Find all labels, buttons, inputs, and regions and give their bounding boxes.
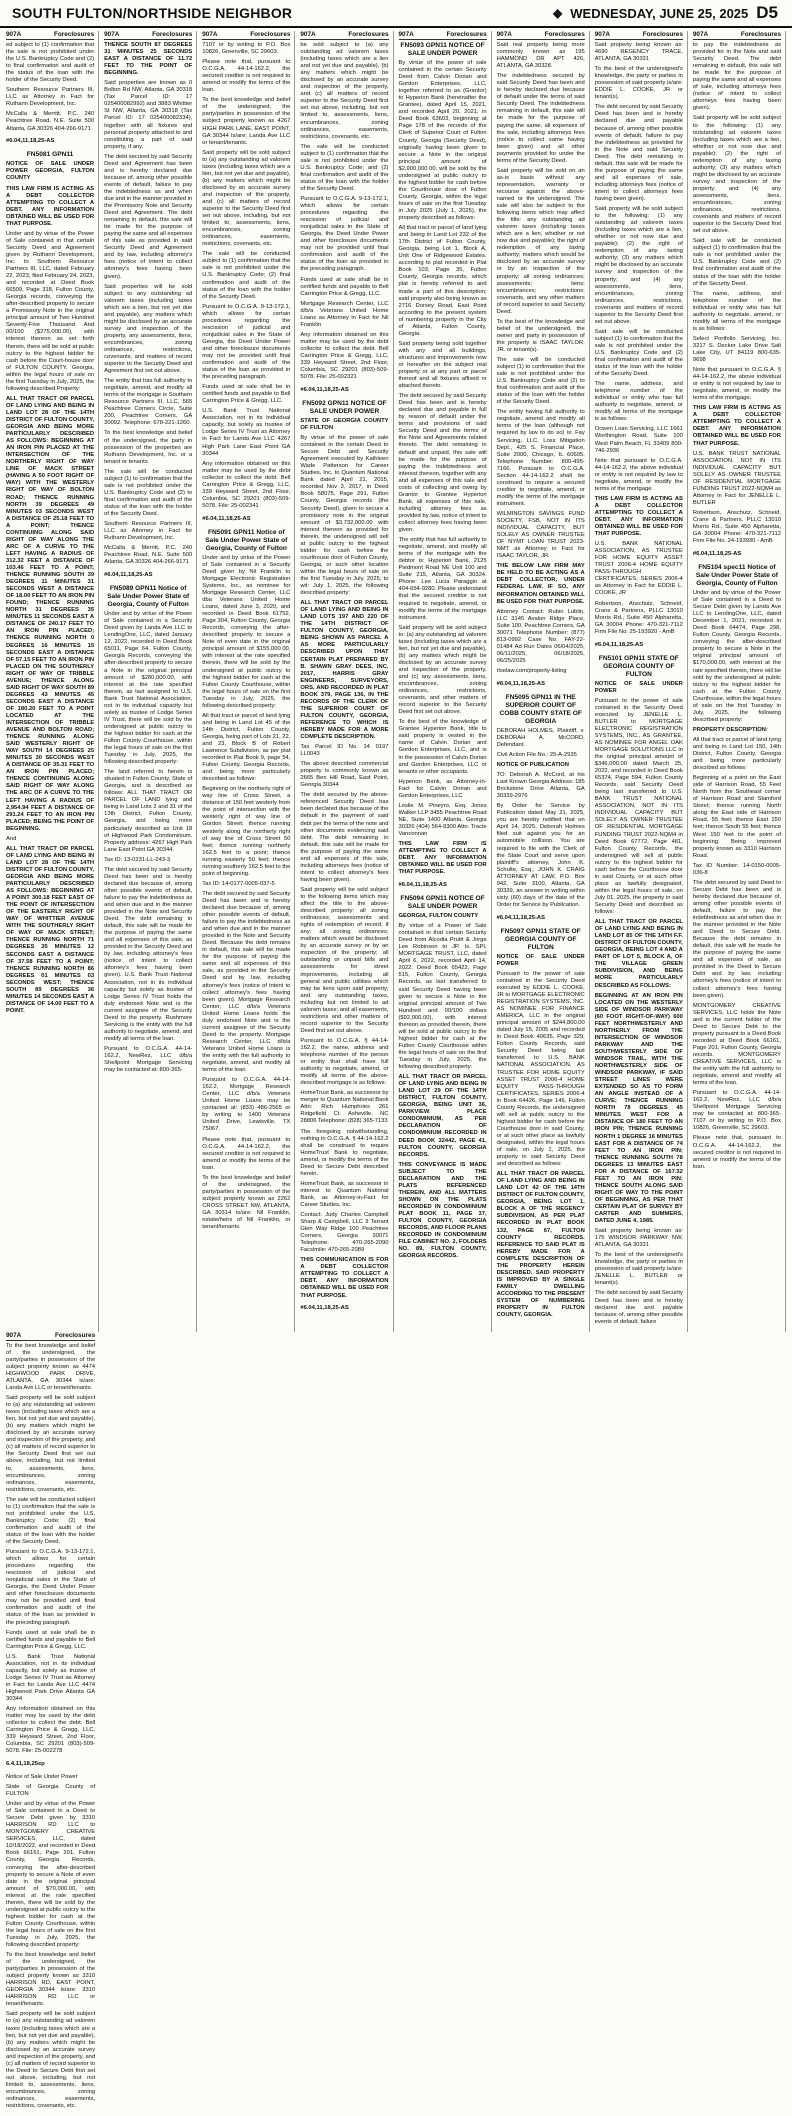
notice-paragraph: Civil Action File No.: 25-A-2935 <box>496 751 577 758</box>
classified-category: Foreclosures <box>54 1331 96 1339</box>
notice-paragraph: Any information obtained on this matter may be used by the debt collector to collect the debt. Bell Carrington Price & Gregg, LLC, 339 Heyward Street, 2nd Floor, Columbia, SC 29201 (803)-509-5078. File: 25-002278 <box>6 1706 96 1755</box>
notice-paragraph: Notice of Sale Under Power <box>6 1773 78 1780</box>
notice-paragraph: Said property will be sold subject to: (a) any outstanding ad valorem taxes (including taxes which are a lien, but not yet due and payable), (b) any matters which might be disclosed by an accurate survey and inspection of the property, and (c) any assessments, liens, encumbrances, zoning ordinances, restrictions, covenants, and other matters of record superior to the Security Deed first set out above. <box>398 624 487 716</box>
notice-paragraph: The debt secured by the above-referenced Security Deed has been declared due because of the default in the payment of said debt per the terms of the note and other documents evidencing said debt. The debt remaining in default, this sale will be made for the purpose of paying the same and all expenses of this sale, including attorneys fees (notice of intent to collect attorney's fees having been given). <box>300 792 389 883</box>
notice-paragraph: THIS LAW FIRM IS ACTING AS A DEBT COLLECTOR ATTEMPTING TO COLLECT A DEBT. ANY INFORMATION OBTAINED WILL BE USED FOR THAT PURPOSE. <box>594 495 683 538</box>
notice-column <box>6 1332 99 2116</box>
notice-paragraph: ALL THAT TRACT OR PARCEL OF LAND LYING AND BEING IN LAND LOT 42 OF THE 14TH DISTRICT OF FULTON COUNTY, GEORGIA, BEING LOT 1, BLOCK A OF THE REGENCY SUBDIVISION, AS PER PLAT RECORDED IN PLAT BOOK 132, PAGE 67, FULTON COUNTY RECORDS. REFERENCE TO SAID PLAT IS HEREBY MADE FOR A COMPLETE DESCRIPTION OF THE PROPERTY HEREIN DESCRIBED. SAID PROPERTY IS IMPROVED BY A SINGLE FAMILY DWELLING ACCORDING TO THE PRESENT SYSTEM OF NUMBERING PROPERTY IN FULTON COUNTY, GEORGIA. <box>496 1171 585 1319</box>
notice-paragraph: Southern Resource Partners III, LLC as Attorney in Fact for Ruthann Development, Inc. <box>104 521 193 542</box>
notice-paragraph: To the best knowledge and belief of the undersigned, the party/parties in possession of the subject property known as 4474 HIGHWOOD PARK DRIVE, ATLANTA, GA 30344 is/are: Landa Ave LLC or tenant/tenants. <box>6 1342 96 1391</box>
classified-category: Foreclosures <box>446 31 487 38</box>
page-number: D5 <box>756 3 778 22</box>
notice-paragraph: Said property being known as: 175 WINDSOR PARKWAY NW, ATLANTA, GA 30331 <box>594 1228 683 1249</box>
column-header <box>497 31 585 40</box>
notice-paragraph: The debt secured by said Security Deed has been and is hereby declared due and payable because of, among other possible events of default, failure <box>594 1290 683 1325</box>
notice-paragraph: Pursuant to O.C.G.A. 44-14-162.2, NewRez, LLC d/b/a Shellpoint Mortgage Servicing may be contacted at: 800-365- <box>104 1045 193 1074</box>
legal-notice <box>595 42 683 649</box>
notice-paragraph: To the best of the knowledge of Grantee Hyperion Bank, title to said property is vested in the name of Calvin Dorian and Gordon Enterprises, LLC, and is in the possession of Calvin Dorian and Gordon Enterprises, LLC or tenants or other occupants. <box>398 719 487 775</box>
notice-paragraph: Robertson, Anschutz, Schneid, Crane & Partners, PLLC 13010 Morris Rd., Suite 450 Alpharetta, GA 30004 Phone: 470-321-7112 Firm File No. 24-193930 - AmB <box>692 509 781 545</box>
notice-paragraph: The entity that has full authority to negotiate, amend, and modify all terms of the mortgage is Southern Resource Partners III, LLC, 565 Peachtree Corners Circle, Suite 200, Peachtree Corners, GA 30092. Telephone: 678-221-1260. <box>104 378 193 427</box>
notice-paragraph: Said property will be sold subject to (a) any outstanding ad valorem taxes (including taxes which are a lien, but not yet due and payable), (b) any matters which might be disclosed by an accurate survey and inspection of the property, and (c) all matters of record superior to the Deed to Secure Debt first set out above, including, but not limited to, assessments, liens, encumbrances, zoning ordinances, easements, restrictions, covenants, etc. <box>6 2011 96 2110</box>
page-masthead <box>0 0 792 28</box>
legal-notice <box>104 42 192 579</box>
notice-paragraph: MONTGOMERY CREATIVE SERVICES, LLC holds the Note and is the current holder of the Deed to Secure Debt to the property pursuant to a Deed Book recorded at Deed Book 66161, Page 201, Fulton County, Georgia records. MONTGOMERY CREATIVE SERVICES, LLC is the entity with the full authority to negotiate, amend and modify all terms of the loan. <box>692 1002 781 1087</box>
notice-paragraph: WILMINGTON SAVINGS FUND SOCIETY, FSB, NOT IN ITS INDIVIDUAL CAPACITY, BUT SOLELY AS OWNER TRUSTEE OF NYMT LOAN TRUST 2023-NMT as Attorney in Fact for ISAAC TAYLOR, JR. <box>496 511 585 560</box>
legal-notice <box>497 928 585 1319</box>
legal-notice <box>399 42 487 889</box>
notice-paragraph: THIS COMMUNICATION IS FOR A DEBT COLLECTOR ATTEMPTING TO COLLECT A DEBT. ANY INFORMATION OBTAINED WILL BE USED FOR THAT PURPOSE. <box>300 1257 389 1299</box>
diamond-icon: ◆ <box>553 6 563 20</box>
notice-reference: #6.04,11,18,25-AS <box>496 914 545 921</box>
notice-paragraph: Under and by virtue of the Power of Sale contained in that certain Security Deed and Agreement given by Ruthann Development, Inc. to Southern Resource Partners III, LLC, dated February 22, 2023, filed February 24, 2023, and recorded at Deed Book 66509, Page 318, Fulton County, Georgia records, conveying the after-described property to secure a Promissory Note in the original principal amount of Two Hundred Seventy-Five Thousand And 00/100 ($275,000.00), with interest thereon as set forth therein, there will be sold at public outcry to the highest bidder for cash before the Court-house door of FULTON COUNTY, Georgia, within the legal hours of sale on the first Tuesday in July, 2025, the following described Property: <box>6 230 95 392</box>
notice-paragraph: Pursuant to O.C.G.A. 9-13-172.1, which allows for certain procedures regarding the rescission of judicial and nonjudicial sales in the State of Georgia, the Deed Under Power and other foreclosure documents may not be provided until final confirmation and audit of the status of the loan as provided in the preceding paragraph. <box>300 195 389 273</box>
notice-heading: FN5081 GPN11 <box>26 151 74 159</box>
notice-paragraph: Tax ID Number: 14-0150-0005-036-8 <box>692 862 781 876</box>
notice-paragraph: Funds used at sale shall be in certified funds and payable to Bell Carrington Price & Gregg, LLC. <box>6 1629 96 1650</box>
notice-paragraph: Please note that, pursuant to O.C.G.A. 44-14-162.2, the secured creditor is not required to amend or modify the terms of the loan. <box>202 59 291 94</box>
notice-paragraph: To the best of the knowledge and belief of the undersigned, the owner and party in possession of the property is ISAAC TAYLOR, JR. or tenant(s). <box>496 318 585 353</box>
notice-paragraph: Said properties will be sold subject to any outstanding ad valorem taxes (including taxes which are a lien, but not yet due and payable), any matters which might be disclosed by an accurate survey and inspection of the property, any assessments, liens, encumbrances, zoning ordinances, restrictions, covenants, and matters of record superior to the Security Deed and Agreement first set out above. <box>104 283 193 375</box>
notice-paragraph: To the best of the undersigned's knowledge, the party or parties in possession of said property is/are: EDDIE L. COOKE, JR or tenant(s). <box>594 66 683 101</box>
classified-code: 907A <box>692 31 709 38</box>
notice-paragraph: Attorney Contact: Rubin Lublin, LLC 3145 Avalon Ridge Place, Suite 100, Peachtree Corners, GA 30071 Telephone Number: (877) 813-0992 Case No. FAY-22-01484 Ad Run Dates 06/04/2025, 06/11/2025, 06/18/2025, 06/25/2025 <box>496 608 585 664</box>
column-header <box>202 31 290 40</box>
legal-notice <box>399 895 487 1260</box>
notice-paragraph: 7107 or by writing to P.O. Box 10826, Greenville, SC 29603. <box>202 42 291 56</box>
classified-code: 907A <box>300 31 316 38</box>
notice-paragraph: Said sale will be conducted subject (1) to confirmation that the sale is not prohibited under the U.S. Bankruptcy Code and (2) final confirmation and audit of the status of the loan with the holder of the Security Deed. <box>594 328 683 378</box>
notice-paragraph: To the best knowledge and belief of the undersigned, the party in possession of the properties are Ruthann Development, Inc. or a tenant or tenants. <box>104 430 193 465</box>
legal-notice <box>497 42 585 688</box>
notice-paragraph: The land referred to herein is situated in Fulton County, State of Georgia, and is described as follows: ALL THAT TRACT OR PARCEL OF LAND lying and being in Land Lots 2 and 31 of the 13th District, Fulton County, Georgia, and being more particularly described as Unit 18 of Highwood Park Condominium. Property address: 4267 High Park Lane East Point GA 30344. <box>104 769 193 853</box>
legal-notice <box>300 400 388 1312</box>
legal-notice <box>497 694 585 922</box>
notice-paragraph: Please note that, pursuant to O.C.G.A. 44-14-162.2, the secured creditor is not required to amend or modify the terms of the loan. <box>202 1136 291 1171</box>
notice-paragraph: The name, address, and telephone number of the individual or entity who has full authority to negotiate, amend, or modify all terms of the mortgage is as follows: <box>594 381 683 423</box>
notice-reference: #6.04,11,18,25-AS <box>300 1305 349 1312</box>
notice-paragraph: HomeTrust Bank, as successor in interest to Quantum National Bank, as Attorney-in-Fact for Career Studies, Inc. <box>300 1180 389 1208</box>
notice-paragraph: Tax ID: 14-0177-0005-037-5 <box>202 880 275 887</box>
notice-paragraph: ALL THAT TRACT OR PARCEL OF LAND LYING AND BEING IN LAND LOT 29 OF THE 14TH DISTRICT, FULTON COUNTY, GEORGIA, BEING UNIT 36, PARKVIEW PLACE CONDOMINIUM, AS PER DECLARATION OF CONDOMINIUM RECORDED IN DEED BOOK 32442, PAGE 41, FULTON COUNTY, GEORGIA RECORDS. <box>398 1074 487 1158</box>
notice-paragraph: Pursuant to O.C.G.A. 44-14-162.2, Mortgage Research Center, LLC d/b/a Veterans United Home Loans may be contacted at: (833) 486-2565 or by writing to 1400 Veterans United Drive, Lewisville, TX 75067. <box>202 1077 291 1133</box>
notice-paragraph: ALL THAT TRACT OR PARCEL OF LAND LYING AND BEING IN LAND LOT 28 OF THE 14TH DISTRICT OF FULTON COUNTY, GEORGIA AND BEING MORE PARTICULARLY DESCRIBED AS FOLLOWS: BEGINNING AT AN IRON PIN PLACED AT THE INTERSECTION OF THE NORTHERLY RIGHT OF WAY LINE OF MACK STREET (HAVING A 50 FOOT RIGHT OF WAY) WITH THE WESTERLY RIGHT OF WAY OF BOLTON ROAD; THENCE RUNNING NORTH 39 DEGREES 49 MINUTES 03 SECONDS WEST A DISTANCE OF 25.18 FEET TO A POINT; THENCE CONTINUING ALONG SAID RIGHT OF WAY ALONG THE ARC OF A CURVE TO THE LEFT HAVING A RADIUS OF 312.32 FEET A DISTANCE OF 103.46 FEET TO A POINT; THENCE RUNNING SOUTH 39 DEGREES 11 MINUTES 31 SECONDS WEST A DISTANCE OF 18.00 FEET TO AN IRON PIN FOUND; THENCE RUNNING NORTH 31 DEGREES 35 MINUTES 11 SECONDS EAST A DISTANCE OF 240.17 FEET TO AN IRON PIN PLACED; THENCE RUNNING NORTH 0 DEGREES 16 MINUTES 15 SECONDS EAST A DISTANCE OF 57.15 FEET TO AN IRON PIN PLACED ON THE SOUTHERLY RIGHT OF WAY OF TRIBBLE AVENUE; THENCE ALONG SAID RIGHT OF WAY SOUTH 89 DEGREES 43 MINUTES 45 SECONDS EAST A DISTANCE OF 180.20 FEET TO A POINT LOCATED AT THE INTERSECTION OF TRIBBLE AVENUE AND BOLTON ROAD; THENCE RUNNING ALONG SAID WESTERLY RIGHT OF WAY SOUTH 14 DEGREES 25 MINUTES 30 SECONDS WEST A DISTANCE OF 35.31 FEET TO AN IRON PIN PLACED; THENCE CONTINUING ALONG SAID RIGHT OF WAY ALONG THE ARC OF A CURVE TO THE LEFT HAVING A RADIUS OF 2,954.94 FEET A DISTANCE OF 291.24 FEET TO AN IRON PIN PLACED; BEING THE POINT OF BEGINNING. <box>6 395 95 832</box>
notice-paragraph: Said real property being more commonly known as 195 HAMMOND DR APT 426, ATLANTA, GA 30328. <box>496 42 585 70</box>
column-header <box>104 31 192 40</box>
notice-paragraph: By virtue of the power of sale contained in the certain Deed to Secure Debt and Security Agreement executed by Kathleen Wade Patterson for Career Studies, Inc. to Quantum National Bank dated April 21, 2015, recorded Nov 3, 2017, in Deed Book 58075, Page 291, Fulton County, Georgia records (the Security Deed), given to secure a promissory note in the original amount of $3,732,000.00 with interest thereon as provided for therein, the undersigned will sell at public outcry to the highest bidder for cash before the courthouse door of Fulton County, Georgia, or such other location within the legal hours of sale on the first Tuesday in July, 2025, to wit: July 1, 2025, the following described property: <box>300 435 389 597</box>
notice-paragraph: All that tract or parcel of land lying and being in Land Lot 45 of the 14th District, Fulton County, Georgia, being part of Lots 21, 22, and 23, Block B of Robert Lawrence Subdivision, as per plat recorded in Plat Book 9, page 54, Fulton County, Georgia Records, and being more particularly described as follows: <box>202 712 291 783</box>
notice-paragraph: NOTICE OF PUBLICATION <box>496 762 569 769</box>
notice-reference: #6.04,11,18,25-AS <box>6 138 55 145</box>
notice-paragraph: Said property will be sold subject to the following: (1) any outstanding ad valorem taxes (including taxes which are a lien, whether or not now due and payable); (2) the right of redemption of any taxing authority; (3) any matters which might be disclosed by an accurate survey and inspection of the property; and (4) any assessments, liens, encumbrances, zoning ordinances, restrictions, covenants and matters of record superior to the Security Deed first set out above. <box>692 115 781 235</box>
issue-date: WEDNESDAY, JUNE 25, 2025 <box>570 5 749 21</box>
notice-paragraph: BEGINNING AT AN IRON PIN LOCATED ON THE WESTERLY SIDE OF WINDSOR PARKWAY (60 FOOT RIGHT-OF-WAY) 600 FEET NORTHWESTERLY AND NORTHERLY FROM THE INTERSECTION OF WINDSOR PARKWAY AND THE SOUTHWESTERLY SIDE OF WINDSOR TRAIL, WITH THE NORTHWESTERLY SIDE OF WINDSOR PARKWAY, IF SAID STREET LINES WERE EXTENDED SO AS TO FORM AN ANGLE INSTEAD OF A CURVE; THENCE RUNNING NORTH 78 DEGREES 45 MINUTES WEST FOR A DISTANCE OF 180 FEET TO AN IRON PIN; THENCE RUNNING NORTH 1 DEGREE 16 MINUTES EAST FOR A DISTANCE OF 74 FEET TO AN IRON PIN; THENCE RUNNING SOUTH 78 DEGREES 13 MINUTES EAST FOR A DISTANCE OF 167.32 FEET TO AN IRON PIN; THENCE SOUTH ALONG SAID RIGHT OF WAY TO THE POINT OF BEGINNING, AS PER THAT CERTAIN PLAT OF SURVEY BY CARTER AND SUMMERS, DATED JUNE 4, 1985. <box>594 992 683 1225</box>
notice-column <box>399 31 492 1332</box>
notice-paragraph: Pursuant to O.C.G.A. § 44-14-162.2, the name, address and telephone number of the person or entity that shall have full authority to negotiate, amend, or modify all terms of the above-described mortgage is as follows: <box>300 1037 389 1087</box>
notice-paragraph: The sale will be conducted subject to (1) confirmation that the sale is not prohibited under the U.S. Bankruptcy Code; (2) final confirmation and audit of the status of the loan with the holder of the Security Deed. <box>6 1496 96 1545</box>
notice-paragraph: ALL THAT TRACT OR PARCEL OF LAND LYING AND BEING IN LAND LOTS 197 AND 220 OF THE 14TH DISTRICT OF FULTON COUNTY, GEORGIA, BEING SHOWN AS PARCEL A AS MORE PARTICULARLY DESCRIBED UPON THAT CERTAIN PLAT PREPARED BY B. SHAWN GRAY DEES, INC. 2017, HARRIS GRAY ENGINEERS, SURVEYORS, ORS, AND RECORDED IN PLAT BOOK 379, PAGE 136, IN THE RECORDS OF THE CLERK OF THE SUPERIOR COURT OF FULTON COUNTY, GEORGIA, REFERENCE TO WHICH IS HEREBY MADE FOR A MORE COMPLETE DESCRIPTION. <box>300 600 389 741</box>
classified-category: Foreclosures <box>642 31 683 38</box>
legal-notice <box>6 42 94 145</box>
classified-code: 907A <box>6 1331 22 1339</box>
notice-paragraph: The name, address, and telephone number of the individual or entity who has full authority to negotiate, amend, or modify all terms of the mortgage is as follows: <box>692 290 781 332</box>
notice-paragraph: The debt secured by said Deed to Secure Debt has been and is hereby declared due because of, among other possible events of default, failure to pay the indebtedness as and when due in the manner provided in the Note and Deed to Secure Debt. Because the debt remains in default, this sale will be made for the purpose of paying the same and all expenses of sale, as provided in the Deed to Secure Debt and by law, including attorney's fees (notice of intent to collect attorney's fees having been given). <box>692 879 781 999</box>
notice-paragraph: The indebtedness secured by said Security Deed has been and is hereby declared due because of default under the terms of said Security Deed. The indebtedness remaining in default, this sale will be made for the purpose of paying the same, all expenses of the sale, including attorneys fees (notice to collect same having been given) and all other payments provided for under the terms of the Security Deed. <box>496 73 585 164</box>
notice-paragraph: NOTICE OF SALE UNDER POWER <box>594 680 683 694</box>
notice-paragraph: be sold subject to (a) any outstanding ad valorem taxes (including taxes which are a lien and not yet due and payable), (b) any matters which might be disclosed by an accurate survey and inspection of the property, and (c) all matters of record superior to the Security Deed first set out above, including, but not limited to, assessments, liens, encumbrances, zoning ordinances, easements, restrictions, covenants, etc. <box>300 42 389 140</box>
notice-paragraph: PROPERTY DESCRIPTION: <box>692 726 768 733</box>
notice-paragraph: Beginning on the northerly right of way line of Cross Street, a distance of 150 feet westerly from the point of intersection with the westerly right of way line of Gordon Street; thence running westerly along the northerly right of way line of Cross Street 50 feet; thence running northerly 162.5 feet to a point; thence running easterly 50 feet; thence running southerly 162.5 feet to the point of beginning. <box>202 786 291 877</box>
notice-paragraph: To the best knowledge and belief of the undersigned, the party/parties in possession of the subject property known as 3310 HARRISON RD, EAST POINT, GEORGIA 30344 is/are: 3310 HARRISON RD LLC or tenant/tenants. <box>6 1952 96 2008</box>
notice-paragraph: Under and by virtue of the Power of Sale contained in a Deed to Secure Debt given by 3310 HARRISON RD LLC to MONTGOMERY CREATIVE SERVICES, LLC, dated 10/18/2022, and recorded in Deed Book 66161, Page 201, Fulton County, Georgia Records, conveying the after-described property to secure a Note of even date in the original principal amount of $70,000.00, with interest at the rate specified therein, there will be sold by the undersigned at public outcry to the highest bidder for cash at the Fulton County Courthouse, within the legal hours of sale on the first Tuesday in July, 2025, the following described property: <box>6 1801 96 1949</box>
classified-category: Foreclosures <box>348 31 389 38</box>
notice-paragraph: NOTICE OF SALE UNDER POWER GEORGIA, FULTON COUNTY <box>6 161 95 182</box>
legal-notice <box>202 529 290 1231</box>
classified-code: 907A <box>202 31 218 38</box>
notice-column <box>104 31 197 1332</box>
notice-paragraph: Robertson, Anschutz, Schneid, Crane & Partners, PLLC 13010 Morris Rd., Suite 450 Alpharetta, GA 30004 Phone: 470-321-7112 Firm File No. 25-193920 - AmB <box>594 600 683 635</box>
notice-paragraph: Pursuant to the power of sale contained in the Security Deed executed by JENELLE L. BUTLER to MORTGAGE ELECTRONIC REGISTRATION SYSTEMS, INC., AS GRANTEE, AS NOMINEE FOR ANGEL OAK MORTGAGE SOLUTIONS LLC in the original principal amount of $346,000.00 dated March 25, 2022, and recorded in Deed Book 65374, Page 594, Fulton County Records, said Security Deed being last transferred to U.S. BANK TRUST NATIONAL ASSOCIATION, NOT IN ITS INDIVIDUAL CAPACITY BUT SOLELY AS OWNER TRUSTEE OF RESIDENTIAL MORTGAGE FUNDING TRUST 2022-NQM4 in Deed Book 67772, Page 481, Fulton County Records, the undersigned will sell at public outcry to the highest bidder for cash before the Courthouse door in said County, or at such other place as lawfully designated, within the legal hours of sale, on July 01, 2025, the property in said Security Deed and described as follows: <box>594 697 683 916</box>
classified-category: Foreclosures <box>53 31 95 38</box>
notice-paragraph: McCalla & Merritt, P.C. 240 Peachtree Road, N.E. Suite 500 Atlanta, GA 30326 404-266-9171 <box>6 111 95 132</box>
notice-paragraph: The foregoing notwithstanding, nothing in O.C.G.A. § 44-14-162.2 shall be construed to require HomeTrust Bank to negotiate, amend, or modify the terms of the Deed to Secure Debt described herein. <box>300 1128 389 1177</box>
notice-paragraph: State of Georgia County of FULTON <box>6 1783 96 1798</box>
notice-paragraph: The sale will be conducted subject to (1) confirmation that the sale is not prohibited under the U.S. Bankruptcy Code; and (2) final confirmation and audit of the status of the loan with the holder of the Security Deed. <box>300 143 389 192</box>
notice-heading: FN5094 GPN11 NOTICE OF SALE UNDER POWER <box>400 895 485 911</box>
legal-notice <box>693 564 781 1171</box>
legal-notices-grid <box>6 31 786 2110</box>
notice-paragraph: Beginning at a point on the East side of Harrison Road, 55 Feet North from the Southeast corner of Harrison Road and Stamford Street; thence running North along the East side of Harrison Road, 55 feet; thence East 150 feet; thence South 55 feet; thence West 150 feet to the point of beginning. Being improved property known as 3310 Harrison Road. <box>692 775 781 859</box>
notice-paragraph: To the best knowledge and belief of the undersigned, the party/parties in possession of the subject property known as 4267 HIGH PARK LANE, EAST POINT, GA 30344 is/are: Landa Ave LLC or tenant/tenants. <box>202 97 291 146</box>
notice-paragraph: Southern Resource Partners III, LLC as Attorney in Fact for Ruthann Development, Inc. <box>6 87 95 108</box>
notice-paragraph: Pursuant to O.C.G.A. 44-14-162.2, NewRez, LLC d/b/a Shellpoint Mortgage Servicing may be contacted at: 800-365-7107 or by writing to P.O. Box 10826, Greenville, SC 29603. <box>692 1090 781 1132</box>
notice-paragraph: U.S. Bank Trust National Association, not in its individual capacity, but solely as trustee of Lodge Series IV Trust as Attorney in Fact for Landa Ave LLC 4474 Highwood Park Drive Atlanta GA 30344 <box>6 1653 96 1702</box>
classified-code: 907A <box>104 31 120 38</box>
notice-paragraph: Any information obtained on this matter may be used by the debt collector to collect the debt. Bell Carrington Price & Gregg, LLC, 339 Heyward Street, 2nd Floor, Columbia, SC 29201 (803)-509-5078. File: 25-002341 <box>202 460 291 509</box>
notice-heading: FN5092 GPN11 NOTICE OF SALE UNDER POWER <box>302 399 387 415</box>
notice-heading: FN5104 spec11 Notice of Sale Under Power State of Georgia, County of Fulton <box>695 563 778 587</box>
notice-paragraph: Said property will be sold subject to the following: (1) any outstanding ad valorem taxes (including taxes which are a lien, whether or not now due and payable); (2) the right of redemption of any taxing authority; (3) any matters which might be disclosed by an accurate survey and inspection of the property; and (4) any assessments, liens, encumbrances, zoning ordinances, restrictions, covenants and matters of record superior to the Security Deed first set out above. <box>594 206 683 325</box>
notice-paragraph: The sale will be conducted subject (1) to confirmation that the sale is not prohibited under the U.S. Bankruptcy Code and (2) to final confirmation and audit of the status of the loan with the holder of the Security Deed. <box>496 357 585 406</box>
notice-paragraph: THENCE SOUTH 87 DEGREES 31 MINUTES 25 SECONDS EAST A DISTANCE OF 11.72 FEET TO THE POINT OF BEGINNING. <box>104 42 193 77</box>
notice-paragraph: To the best of the undersigned's knowledge, the party or parties in possession of said property is/are: JENELLE L. BUTLER or tenant(s). <box>594 1252 683 1287</box>
notice-paragraph: Said property being known as: 4690 REGENCY TRACE, ATLANTA, GA 30331 <box>594 42 683 63</box>
notice-paragraph: By virtue of a Power of Sale contained in that certain Security Deed from Alcodia Pruitt & Jorge Lee Robinson to JP. Is. SPL MORTGAGE TRUST, LLC, dated April 6, 2022, recorded April 14, 2022, Deed Book 65422, Page 515, Fulton County, Georgia Records, as last transferred to said Security Deed having been given to secure a Note in the original principal amount of Two Hundred and 00/100 dollars ($92,000.00), with interest thereon as provided therein, there will be sold at public outcry to the highest bidder for cash at the Fulton County Courthouse within the legal hours of sale on the first Tuesday in July, 2025, the following described property: <box>398 923 487 1071</box>
notice-paragraph: DEBORAH HOLMES, Plaintiff, v. DEBORAH A. McCORD, Defendant. <box>496 727 585 748</box>
notice-column <box>202 31 295 1332</box>
notice-paragraph: THIS LAW FIRM IS ACTING AS A DEBT COLLECTOR ATTEMPTING TO COLLECT A DEBT. ANY INFORMATION OBTAINED WILL BE USED FOR THAT PURPOSE. <box>692 405 781 447</box>
notice-heading: FN5097 GPN11 STATE OF GEORGIA COUNTY OF FULTON <box>500 927 581 951</box>
notice-paragraph: The entity that has full authority to negotiate, amend, and modify all terms of the mortgage with the debtor is: Hyperion Bank, 2125 Piedmont Road NE Unit 100 and Suite 215, Atlanta, GA 30324. Phone: Lee Lucia Paraggio at 404-654-9280. Please understand that the secured creditor is not required to negotiate, amend, or modify the terms of the mortgage instrument. <box>398 537 487 621</box>
notice-paragraph: rlselaw.com/property-listing <box>496 667 567 674</box>
classified-code: 907A <box>398 31 414 38</box>
notice-paragraph: By Order for Service by Publication dated May 21, 2025, you are hereby notified that on April 14, 2025, Deborah Holmes filed suit against you for an automobile collision. You are required to file with the Clerk of the State Court and serve upon plaintiff's attorney, John K. Schulte, Esq., JOHN K. CRAIG ATTORNEY AT LAW, P.O. Box 942, Suite 3100, Atlanta, GA 30339, an answer in writing within sixty (60) days of the date of the Order for Service by Publication. <box>496 803 585 908</box>
notice-reference: #6.04,11,18,25-AS <box>104 572 153 579</box>
notice-paragraph: Please note that, pursuant to O.C.G.A. 44-14-162.2, the secured creditor is not required to amend or modify the terms of the loan. <box>692 1135 781 1170</box>
notice-paragraph: Said property will be sold subject to the following items which may affect the title to the above-described property: all zoning ordinances; assessments and rights of redemption of record, if any; all zoning ordinances; matters which would be disclosed by an accurate survey or by an inspection of the property; all outstanding or unpaid bills and assessments for street improvements, including all general and public utilities which may be liens upon said property; and any outstanding taxes, including but not limited to ad valorem taxes; and all easements, restrictions and other matters of record superior to the Security Deed first set out above. <box>300 886 389 1034</box>
legal-notice <box>202 42 290 523</box>
notice-paragraph: McCalla & Merritt, P.C. 240 Peachtree Road, N.E. Suite 500 Atlanta, GA 30326 404-266-9171 <box>104 545 193 566</box>
legal-notice <box>300 42 388 394</box>
notice-heading: FN5101 GPN11 STATE OF GEORGIA COUNTY OF FULTON <box>598 654 679 678</box>
notice-heading: FN5093 GPN11 NOTICE OF SALE UNDER POWER <box>400 42 485 57</box>
legal-notice <box>595 655 683 1326</box>
column-header <box>6 31 94 40</box>
notice-reference: #6.04,11,18,25-AS <box>692 550 742 557</box>
notice-heading: FN5091 GPN11 Notice of Sale Under Power State of Georgia, County of Fulton <box>205 528 288 552</box>
column-header <box>399 31 487 40</box>
notice-paragraph: Hyperion Bank, as Attorney-in-Fact for Calvin Dorian and Gordon Enterprises, LLC <box>398 778 487 799</box>
notice-column <box>300 31 393 1332</box>
notice-paragraph: HomeTrust Bank, as successor by merger to Quantum National Bank Attn: Rich Humphries 261 Ridgefield Ct. Asheville, NC 28806 Telephone: (828) 365-7133 <box>300 1090 389 1125</box>
notice-paragraph: Said property will be sold on an as-is basis without any representation, warranty or recourse against the above-named or the undersigned. The sale will also be subject to the following items which may affect the title: any outstanding ad valorem taxes (including taxes which are a lien, whether or not now due and payable); the right of redemption of any taxing authority; matters which would be disclosed by an accurate survey or by an inspection of the property; all zoning ordinances; assessments; liens; encumbrances; restrictions; covenants, and any other matters of record superior to said Security Deed. <box>496 167 585 315</box>
notice-paragraph: The debt secured by said Security Deed has been and is hereby declared due and payable in full by reason of default under the terms and provisions of said Security Deed and the terms of the Note and Agreements related thereto. The debt remaining in default and unpaid, this sale will be made for the purpose of paying the indebtedness and interest thereon, together with any and all expenses of this sale and costs of collecting and owing by Grantor to Grantee Hyperion Bank, all expenses of this sale, including attorney fees as provided by law, notice of intent to collect attorney fees having been given. <box>398 393 487 534</box>
section-title: SOUTH FULTON/NORTHSIDE NEIGHBOR <box>12 5 293 21</box>
classified-category: Foreclosures <box>152 31 193 38</box>
notice-paragraph: ALL THAT TRACT OR PARCEL OF LAND LYING AND BEING IN LAND LOT 28 OF THE 14TH DISTRICT OF FULTON COUNTY, GEORGIA AND BEING MORE PARTICULARLY DESCRIBED AS FOLLOWS: BEGINNING AT A POINT 300.18 FEET EAST OF THE POINT OF INTERSECTION OF THE EASTERLY RIGHT OF WAY OF WHITTIER AVENUE WITH THE SOUTHERLY RIGHT OF WAY OF MACK STREET; THENCE RUNNING NORTH 71 DEGREES 35 MINUTES 12 SECONDS EAST A DISTANCE OF 37.58 FEET TO A POINT; THENCE RUNNING NORTH 86 DEGREES 01 MINUTES 03 SECONDS WEST; THENCE SOUTH 89 DEGREES 36 MINUTES 14 SECONDS EAST A DISTANCE OF 14.00 FEET TO A POINT. <box>6 845 95 1014</box>
notice-paragraph: Note that pursuant to O.C.G.A. § 44-14-162.2, the above individual or entity is not required by law to negotiate, amend, or modify the terms of the mortgage. <box>692 367 781 402</box>
notice-paragraph: U.S. BANK TRUST NATIONAL ASSOCIATION, NOT IN ITS INDIVIDUAL CAPACITY BUT SOLELY AS OWNER TRUSTEE OF RESIDENTIAL MORTGAGE FUNDING TRUST 2022-NQM4 as Attorney in Fact for JENELLE L. BUTLER <box>692 450 781 506</box>
notice-paragraph: U.S. BANK NATIONAL ASSOCIATION, AS TRUSTEE FOR HOME EQUITY ASSET TRUST 2006-4 HOME EQUITY PASS-THROUGH CERTIFICATES, SERIES 2006-4 as Attorney in Fact for EDDIE L. COOKE, JR <box>594 541 683 597</box>
notice-reference: 6.4,11,18,25sp <box>6 1761 45 1768</box>
notice-paragraph: ed subject to (1) confirmation that the sale is not prohibited under the U.S. Bankruptcy Code and (2) to final confirmation and audit of the status of the loan with the holder of the Security Deed. <box>6 42 95 84</box>
notice-paragraph: By virtue of the power of sale contained in the certain Security Deed from Calvin Dorian and Gordon Enterprises, LLC, together referred to as (Grantor) to Hyperion Bank (hereinafter the Grantee), dated April 15, 2021, and recorded April 20, 2021, in Deed Book 63603, beginning at Page 178 of the records of the Clerk of Superior Court of Fulton County, Georgia (Security Deed), originally having been given to secure a Note in the original principal amount of $2,900,000.00, will be sold by the undersigned at public outcry to the highest bidder for cash before the Courthouse door of Fulton County, Georgia, within the legal hours of sale on the first Tuesday in July 2025 (July 1, 2025), the property described as follows: <box>398 60 487 222</box>
notice-column <box>693 31 786 1332</box>
classified-category: Foreclosures <box>544 31 585 38</box>
notice-paragraph: U.S. Bank Trust National Association, not in its individual capacity, but solely as trustee of Lodge Series IV Trust as Attorney in Fact for Landa Ave LLC 4267 High Park Lane East Point GA 30344 <box>202 408 291 457</box>
notice-paragraph: NOTICE OF SALE UNDER POWER <box>496 953 585 967</box>
notice-paragraph: Funds used at sale shall be in certified funds and payable to Bell Carrington Price & Gregg, LLC. <box>300 276 389 297</box>
notice-paragraph: Leslie M. Pineyro, Esq. Jones Walker LLP 3455 Peachtree Road NE, Suite 1400 Atlanta, Georgia 30326 (404) 564-9300 Attn: Tracie Vanconnan <box>398 802 487 837</box>
notice-reference: #6.04,11,18,25-AS <box>496 680 545 687</box>
notice-paragraph: All that tract or parcel of land lying and being in Land Lot 232 of the 17th District of Fulton County, Georgia, being Lot 1, Block A, Unit One of Ridgewood Estates, according to plat recorded in Plat Book 103, Page 35, Fulton County, Georgia records, which plat is hereby referred to and made a part of this description; said property also being known as 2716 Dorsey Road, East Point according to the present system of numbering property in the City of Atlanta, Fulton County, Georgia. <box>398 225 487 337</box>
notice-paragraph: Under and by virtue of the Power of Sale contained in a Deed to Secure Debt given by Landa Ave LLC to LendingOne, LLC, dated December 1, 2021, recorded in Deed Book 64474, Page 298, Fulton County, Georgia Records, conveying the after-described property to secure a Note in the original principal amount of $170,000.00, with interest at the rate specified therein, there will be sold by the undersigned at public outcry to the highest bidder for cash at the Fulton County Courthouse, within the legal hours of sale on the first Tuesday in July, 2025, the following described property: <box>692 589 781 723</box>
notice-paragraph: Select Portfolio Servicing, Inc. 3217 S. Decker Lake Drive Salt Lake City, UT 84119 800-635-9698 <box>692 335 781 364</box>
notice-paragraph: Said property will be sold subject to (a) any outstanding ad valorem taxes (including taxes which are a lien, but not yet due and payable), (b) any matters which might be disclosed by an accurate survey and inspection of the property, and (c) all matters of record superior to the Security Deed first set out above, including, but not limited to, assessments, liens, encumbrances, zoning ordinances, easements, restrictions, covenants, etc. <box>6 1395 96 1493</box>
notice-paragraph: THIS LAW FIRM IS ATTEMPTING TO COLLECT A DEBT. ANY INFORMATION OBTAINED WILL BE USED FOR THAT PURPOSE. <box>398 841 487 876</box>
notice-paragraph: The above described commercial property is commonly known as 2665 Ben Hill Road, East Point, Georgia 30344 <box>300 761 389 789</box>
notice-paragraph: All that tract or parcel of land lying and being in Land Lot 150, 14th District, Fulton County, Georgia and being more particularly described as follows: <box>692 736 781 772</box>
notice-paragraph: The sale will be conducted subject to (1) confirmation that the sale is not prohibited under the U.S. Bankruptcy Code; (2) final confirmation and audit of the status of the loan with the holder of the Security Deed. <box>202 251 291 300</box>
notice-reference: #6.04,11,18,25-AS <box>300 386 349 393</box>
notice-reference: #6.04,11,18,25-AS <box>398 882 447 889</box>
notice-paragraph: Pursuant to the power of sale contained in the Security Deed executed by EDDIE L. COOKE, JR to MORTGAGE ELECTRONIC REGISTRATION SYSTEMS, INC. AS NOMINEE FOR FINANCE AMERICA, LLC in the original principal amount of $244,800.00 dated July 15, 2005 and recorded in Deed Book 40635, Page 329, Fulton County Records, said Security Deed being last transferred to U.S. BANK NATIONAL ASSOCIATION, AS TRUSTEE FOR HOME EQUITY ASSET TRUST 2006-4 HOME EQUITY PASS-THROUGH CERTIFICATES, SERIES 2006-4 in Book 64426, Page 146, Fulton County Records, the undersigned will sell at public outcry to the highest bidder for cash before the Courthouse door in said County, or at such other place as lawfully designated, within the legal hours of sale, on July 1, 2025, the property in said Security Deed and described as follows: <box>496 970 585 1168</box>
legal-notice <box>104 585 192 1074</box>
notice-paragraph: ALL THAT TRACT OR PARCEL OF LAND LYING AND BEING IN LAND LOT 85 OF THE 14TH F.F. DISTRICT OF FULTON COUNTY, GEORGIA, BEING LOT 4 AND A PART OF LOT 5, BLOCK A, OF THE VILLAGE GREEN SUBDIVISION, AND BEING MORE PARTICULARLY DESCRIBED AS FOLLOWS: <box>594 919 683 989</box>
legal-notice <box>693 42 781 558</box>
notice-paragraph: And <box>6 835 17 842</box>
notice-paragraph: THIS CONVEYANCE IS MADE SUBJECT TO THE DECLARATION AND THE PLATS REFERENCED THEREIN, AND ALL MATTERS SHOWN ON THE PLATS RECORDED IN CONDOMINIUM PLAT BOOK 11, PAGE 37, FULTON COUNTY, GEORGIA RECORDS, AND FLOOR PLANS RECORDED IN CONDOMINIUM FILE CABINET NO. 2, FOLDERS NO. 89, FULTON COUNTY, GEORGIA RECORDS. <box>398 1161 487 1260</box>
notice-paragraph: Pursuant to O.C.G.A. 9-13-172.1, which allows for certain procedures regarding the rescission of judicial and nonjudicial sales in the State of Georgia, the Deed Under Power and other foreclosure documents may not be provided until final confirmation and audit of the status of the loan as provided in the preceding paragraph. <box>202 303 291 381</box>
notice-paragraph: TO: Deborah A. McCord, at his Last Known Georgia Address: 185 Brickstone Drive Atlanta, GA 30339-2976 <box>496 772 585 800</box>
notice-paragraph: The sale will be conducted subject (1) to confirmation that the sale is not prohibited under the U.S. Bankruptcy Code and (2) to final confirmation and audit of the status of the loan with the holder of the Security Deed. <box>104 468 193 517</box>
notice-paragraph: Note that pursuant to O.C.G.A. 44-14-162.2, the above individual or entity is not required by law to negotiate, amend, or modify the terms of the mortgage. <box>594 457 683 492</box>
notice-paragraph: Said properties are known as 0 Bolton Rd NW, Atlanta, GA 30318 (Tax Parcel ID: 17 025400082992) and 3883 Whittier St NW, Atlanta, GA 30318 (Tax Parcel ID: 17 025400082334), together with all fixtures and personal property attached to and constituting a part of said property, if any. <box>104 80 193 150</box>
column-header <box>300 31 388 40</box>
notice-paragraph: Under and by virtue of the Power of Sale contained in a Security Deed given by Nil Franklin to Mortgage Electronic Registration Systems, Inc., as nominee for Mortgage Research Center, LLC dba Veterans United Home Loans, dated June 3, 2020, and recorded in Deed Book 61752, Page 304, Fulton County, Georgia Records, conveying the after-described property to secure a Note of even date in the original principal amount of $155,000.00, with interest at the rate specified therein, there will be sold by the undersigned at public outcry to the highest bidder for cash at the Fulton County Courthouse, within the legal hours of sale on the first Tuesday in July, 2025, the following described property: <box>202 554 291 709</box>
notice-paragraph: Under and by virtue of the Power of Sale contained in a Security Deed given by Landa Ave LLC to LendingOne, LLC, dated January 12, 2022, recorded in Deed Book 65011, Page 64, Fulton County, Georgia Records, conveying the after-described property to secure a Note in the original principal amount of $280,000.00, with interest at the rate specified therein, as last assigned to U.S. Bank Trust National Association, not in its individual capacity but solely as trustee of Lodge Series IV Trust, there will be sold by the undersigned at public outcry to the highest bidder for cash at the Fulton County Courthouse, within the legal hours of sale on the first Tuesday in July, 2025, the following described property: <box>104 611 193 766</box>
legal-notice <box>6 1343 95 2110</box>
notice-paragraph: Ocwen Loan Servicing, LLC 1661 Worthington Road, Suite 100 West Palm Beach, FL 33409 800-746-2936 <box>594 426 683 454</box>
notice-paragraph: Said sale will be conducted subject (1) to confirmation that the sale is not prohibited under the U.S. Bankruptcy Code and (2) final confirmation and audit of the status of the loan with the holder of the Security Deed. <box>692 238 781 287</box>
notice-column <box>497 31 590 1332</box>
notice-column <box>6 31 99 1332</box>
classified-category: Foreclosures <box>740 31 781 38</box>
notice-paragraph: Contact: Judy Charles Campbell Sharp & Campbell, LLC 3 Tarrant Glen Way Ridge 100 Peachtree Corners, Georgia 30071 Telephone: 470-265-2090 Facsimile: 470-265-2089 <box>300 1212 389 1254</box>
column-header <box>693 31 781 40</box>
notice-paragraph: To the best knowledge and belief of the undersigned, the party/parties in possession of the subject property known as 2262 CROSS STREET NW, ATLANTA, GA 30314 is/are: Nil Franklin, estate/heirs of Nil Franklin, or tenant/tenants. <box>202 1174 291 1231</box>
notice-paragraph: Mortgage Research Center, LLC d/b/a Veterans United Home Loans as Attorney in Fact for Nil Franklin <box>300 300 389 328</box>
notice-column <box>595 31 688 1332</box>
notice-paragraph: The entity having full authority to negotiate, amend and modify all terms of the loan (although not required by law to do so) is: Fay Servicing, LLC, Loss Mitigation Dept., 425 S. Financial Place, Suite 2000, Chicago, IL 60605. Telephone Number: 800-495-7166. Pursuant to O.C.G.A. Section 44-14-162.2 shall be construed to require a secured creditor to negotiate, amend, or modify the terms of the mortgage instrument. <box>496 409 585 507</box>
notice-paragraph: THIS LAW FIRM IS ACTING AS A DEBT COLLECTOR ATTEMPTING TO COLLECT A DEBT. ANY INFORMATION OBTAINED WILL BE USED FOR THAT PURPOSE. <box>6 185 95 227</box>
notice-paragraph: Said property being sold together with any and all buildings, structures and improvements now or hereafter on the subject real property or at any part or parcel thereof and all fixtures affixed or attached thereto. <box>398 340 487 390</box>
notice-paragraph: Pursuant to O.C.G.A. 9-13-172.1, which allows for certain procedures regarding the rescission of judicial and nonjudicial sales in the State of Georgia, the Deed Under Power and other foreclosure documents may not be provided until final confirmation and audit of the status of the loan as provided in the preceding paragraph. <box>6 1549 96 1626</box>
notice-paragraph: GEORGIA, FULTON COUNTY <box>398 913 479 920</box>
notice-paragraph: The debt secured by said Security Deed and Agreement has been and is hereby declared due because of, among other possible events of default, failure to pay the indebtedness as and when due and in the manner provided in the Promissory Note and Security Deed and Agreement. The debt remaining in default, this sale will be made for the purpose of paying the same and all expenses of this sale as provided in said Security Deed and Agreement and by law, including attorney's fees (notice of intent to collect attorney's fees having been given). <box>104 153 193 280</box>
classified-code: 907A <box>594 31 611 38</box>
notice-paragraph: The debt secured by said Security Deed has been and is hereby declared due and payable because of, among other possible events of default, failure to pay the indebtedness as provided for in the Note and said Security Deed. The debt remaining in default, this sale will be made for the purpose of paying the same and all expenses of sale, including attorneys fees (notice of intent to collect attorneys fees having been given). <box>594 104 683 202</box>
notice-paragraph: Any information obtained on this matter may be used by the debt collector to collect the debt. Bell Carrington Price & Gregg, LLC, 339 Heyward Street, 2nd Floor, Columbia, SC 29201 (803)-509-5078. File: 25-002321 <box>300 331 389 381</box>
notice-paragraph: Tax ID: 13-0231-LL-243-3 <box>104 856 171 863</box>
column-header <box>595 31 683 40</box>
masthead-right <box>553 3 778 23</box>
classified-category: Foreclosures <box>250 31 291 38</box>
notice-reference: #6.04,11,18,25-AS <box>202 515 251 522</box>
notice-paragraph: Said property will be sold subject to (a) any outstanding ad valorem taxes (including taxes which are a lien, but not yet due and payable), (b) any matters which might be disclosed by an accurate survey and inspection of the property, and (c) all matters of record superior to the Security Deed first set out above, including, but not limited to, assessments, liens, encumbrances, zoning ordinances, easements, restrictions, covenants, etc. <box>202 149 291 248</box>
notice-paragraph: The debt secured by said Security Deed has been and is hereby declared due because of, among other possible events of default, failure to pay the indebtedness as and when due and in the manner provided in the Note and Security Deed. Because the debt remains in default, this sale will be made for the purpose of paying the same and all expenses of this sale, as provided in the Security Deed and by law, including attorney's fees (notice of intent to collect attorney's fees having been given). Mortgage Research Center, LLC d/b/a Veterans United Home Loans holds the duly endorsed Note and is the current assignee of the Security Deed to the property. Mortgage Research Center, LLC d/b/a Veterans United Home Loans is the entity with the full authority to negotiate, amend, and modify all terms of the loan. <box>202 890 291 1074</box>
notice-heading: FN5089 GPN11 Notice of Sale Under Power State of Georgia, County of Fulton <box>107 585 190 609</box>
classified-code: 907A <box>496 31 512 38</box>
notice-paragraph: THE BELOW LAW FIRM MAY BE HELD TO BE ACTING AS A DEBT COLLECTOR, UNDER FEDERAL LAW. IF SO, ANY INFORMATION OBTAINED WILL BE USED FOR THAT PURPOSE. <box>496 563 585 605</box>
notice-paragraph: Tax Parcel ID No. 14 0197 LL0043 <box>300 744 389 758</box>
column-header <box>6 1332 95 1341</box>
notice-paragraph: The debt secured by said Security Deed has been and is hereby declared due because of, among other possible events of default, failure to pay the indebtedness as and when due and in the manner provided in the Note and Security Deed. The debt remaining in default, this sale will be made for the purpose of paying the same and all expenses of this sale, as provided in the Security Deed and by law, including attorney's fees (notice of intent to collect attorney's fees having been given). U.S. Bank Trust National Association, not in its individual capacity but solely as trustee of Lodge Series IV Trust holds the duly endorsed Note and is the current assignee of the Security Deed to the property. Rushmore Servicing is the entity with the full authority to negotiate, amend, and modify all terms of the loan. <box>104 866 193 1042</box>
classified-code: 907A <box>6 31 22 38</box>
notice-paragraph: STATE OF GEORGIA COUNTY OF FULTON <box>300 417 389 431</box>
notice-paragraph: Funds used at sale shall be in certified funds and payable to Bell Carrington Price & Gregg, LLC. <box>202 384 291 405</box>
notice-paragraph: to pay the indebtedness as provided for in the Note and said Security Deed. The debt remaining in default, this sale will be made for the purpose of paying the same and all expenses of sale, including attorneys fees (notice of intent to collect attorneys fees having been given). <box>692 42 781 112</box>
notice-heading: FN5095 GPN11 IN THE SUPERIOR COURT OF COBB COUNTY STATE OF GEORGIA <box>499 693 582 725</box>
notice-reference: #6.04,11,18,25-AS <box>594 641 644 648</box>
legal-notice <box>6 151 94 1015</box>
